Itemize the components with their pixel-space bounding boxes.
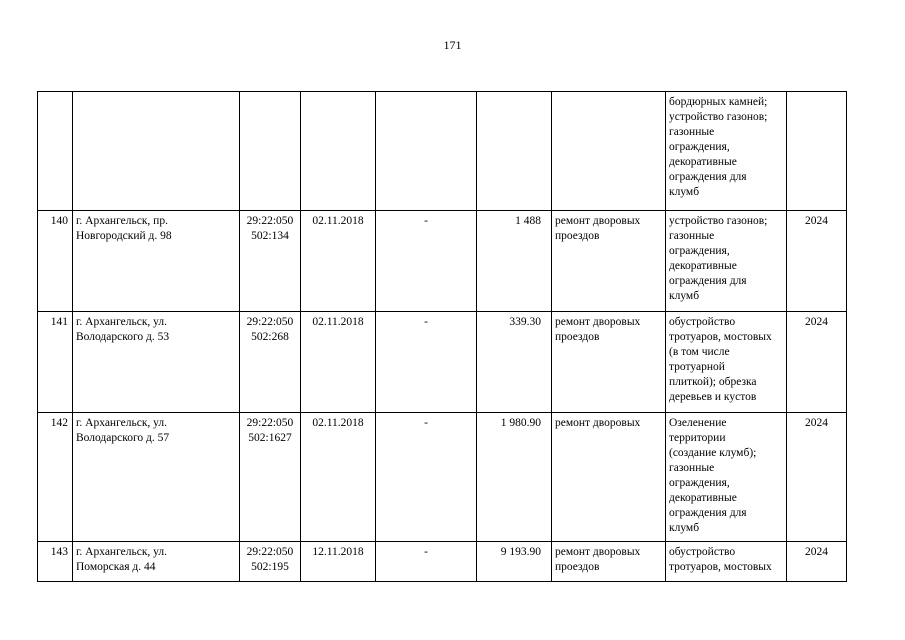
area-cell: 1 980.90 [477, 413, 552, 542]
cadastral-number-cell: 29:22:050 502:268 [240, 312, 301, 413]
year-cell [787, 92, 847, 211]
year-cell: 2024 [787, 211, 847, 312]
row-number [38, 92, 73, 211]
address-cell [73, 92, 240, 211]
address-cell: г. Архангельск, ул. Поморская д. 44 [73, 542, 240, 582]
work-details-cell: бордюрных камней; устройство газонов; газонные ограждения, декоративные ограждения для клумб [666, 92, 787, 211]
area-cell: 9 193.90 [477, 542, 552, 582]
table-row [38, 211, 847, 312]
cadastral-number-cell [240, 92, 301, 211]
date-cell: 02.11.2018 [301, 413, 376, 542]
date-cell: 02.11.2018 [301, 211, 376, 312]
work-type-cell: ремонт дворовых проездов [552, 542, 666, 582]
improvement-table [37, 91, 847, 582]
dash-cell: - [376, 413, 477, 542]
cadastral-number-cell: 29:22:050 502:195 [240, 542, 301, 582]
work-details-cell: устройство газонов; газонные ограждения, декоративные ограждения для клумб [666, 211, 787, 312]
work-details-cell: обустройство тротуаров, мостовых (в том числе тротуарной плиткой); обрезка деревьев и кустов [666, 312, 787, 413]
address-cell: г. Архангельск, пр. Новгородский д. 98 [73, 211, 240, 312]
area-cell [477, 92, 552, 211]
date-cell: 12.11.2018 [301, 542, 376, 582]
address-cell: г. Архангельск, ул. Володарского д. 53 [73, 312, 240, 413]
year-cell: 2024 [787, 413, 847, 542]
dash-cell [376, 92, 477, 211]
row-number: 142 [38, 413, 73, 542]
date-cell: 02.11.2018 [301, 312, 376, 413]
work-details-cell: Озеленение территории (создание клумб); газонные ограждения, декоративные ограждения для клумб [666, 413, 787, 542]
row-number: 143 [38, 542, 73, 582]
work-type-cell: ремонт дворовых [552, 413, 666, 542]
cadastral-number-cell: 29:22:050 502:134 [240, 211, 301, 312]
year-cell: 2024 [787, 312, 847, 413]
dash-cell: - [376, 211, 477, 312]
row-number: 141 [38, 312, 73, 413]
page-number: 171 [443, 38, 462, 52]
work-details-cell: обустройство тротуаров, мостовых [666, 542, 787, 582]
table-row [38, 92, 847, 211]
work-type-cell: ремонт дворовых проездов [552, 211, 666, 312]
date-cell [301, 92, 376, 211]
dash-cell: - [376, 312, 477, 413]
table-row [38, 542, 847, 582]
work-type-cell [552, 92, 666, 211]
area-cell: 339.30 [477, 312, 552, 413]
address-cell: г. Архангельск, ул. Володарского д. 57 [73, 413, 240, 542]
table-row [38, 413, 847, 542]
area-cell: 1 488 [477, 211, 552, 312]
dash-cell: - [376, 542, 477, 582]
row-number: 140 [38, 211, 73, 312]
cadastral-number-cell: 29:22:050 502:1627 [240, 413, 301, 542]
work-type-cell: ремонт дворовых проездов [552, 312, 666, 413]
year-cell: 2024 [787, 542, 847, 582]
table-row [38, 312, 847, 413]
